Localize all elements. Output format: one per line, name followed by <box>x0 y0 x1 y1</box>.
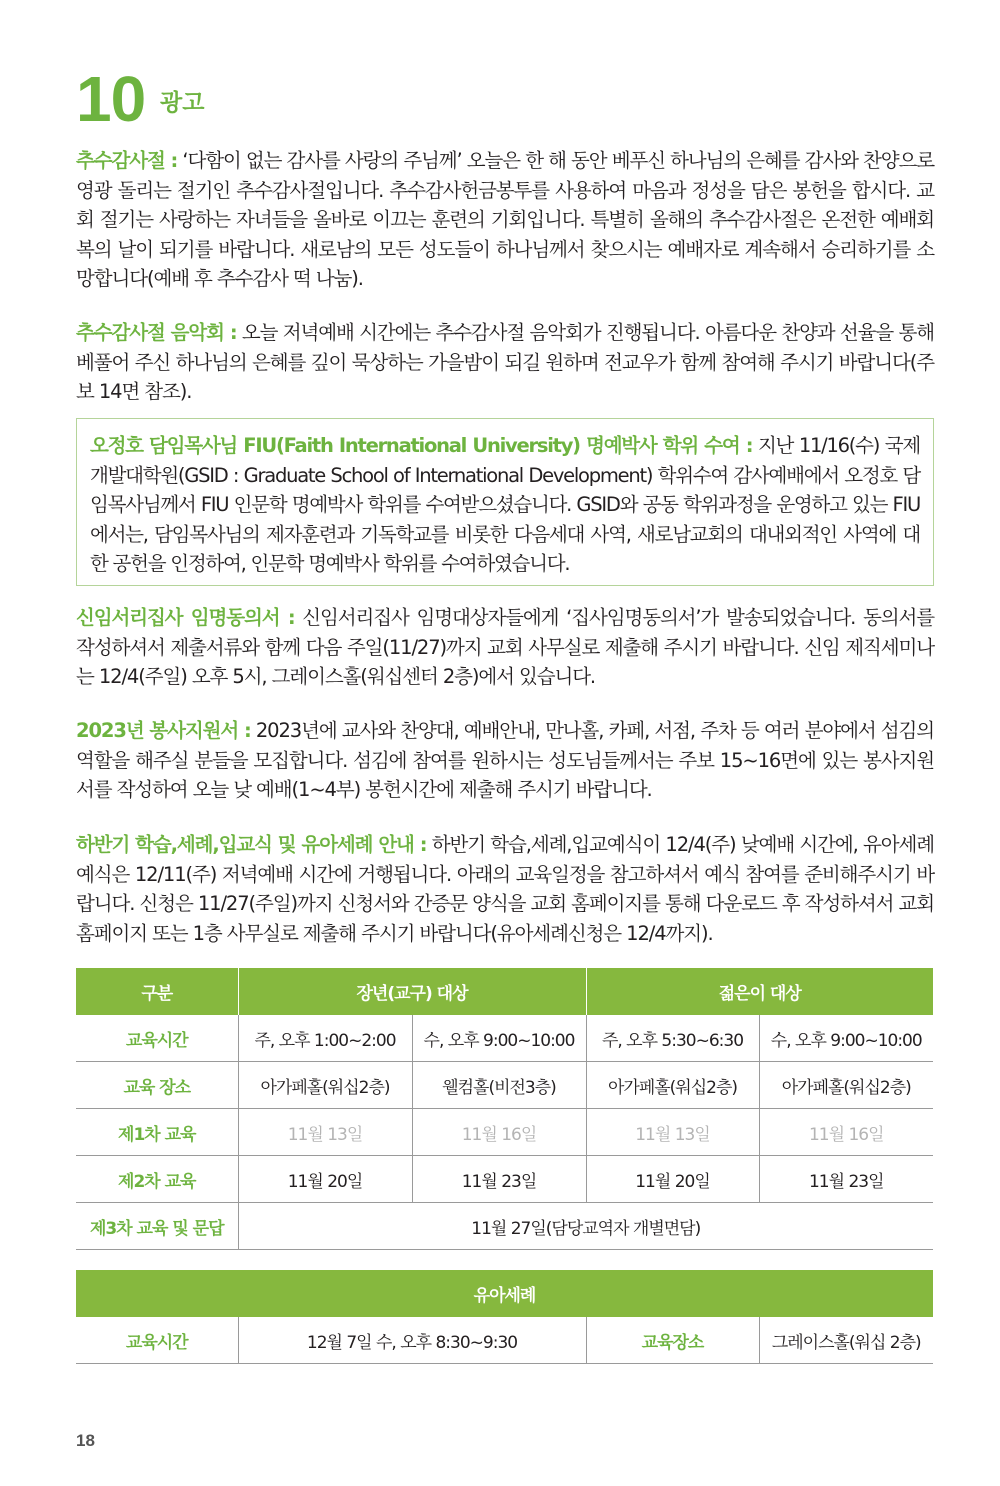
notice-title: 추수감사절 : <box>76 149 178 172</box>
table-cell: 수, 오후 9:00~10:00 <box>759 1015 933 1062</box>
header-adults: 장년(교구) 대상 <box>238 968 586 1015</box>
notice-body: 오늘 저녁예배 시간에는 추수감사절 음악회가 진행됩니다. 아름다운 찬양과 선율을 통해 베풀어 주신 하나님의 은혜를 깊이 묵상하는 가을밤이 되길 원하며 전교우가 함께 참여해 주시기 바랍니다(주보 14면 참조). <box>76 321 934 403</box>
table-cell: 11월 13일 <box>238 1109 412 1156</box>
table-row <box>76 1156 933 1203</box>
row-label: 교육시간 <box>76 1015 238 1062</box>
notice-body: 2023년에 교사와 찬양대, 예배안내, 만나홀, 카페, 서점, 주차 등 여러 분야에서 섬김의 역할을 해주실 분들을 모집합니다. 섬김에 참여를 원하시는 성도님들께서는 주보 15~16면에 있는 봉사지원서를 작성하여 오늘 낮 예배(1~4부) 봉헌시간에 제출해 주시기 바랍니다. <box>76 719 934 801</box>
header-young-adults: 젊은이 대상 <box>586 968 933 1015</box>
table-cell: 수, 오후 9:00~10:00 <box>412 1015 586 1062</box>
highlighted-notice-box <box>76 418 934 586</box>
table-cell: 11월 23일 <box>759 1156 933 1203</box>
row-label: 교육장소 <box>586 1317 759 1364</box>
notice-honorary-degree <box>90 431 920 579</box>
notice-body: 신임서리집사 임명대상자들에게 ‘집사임명동의서’가 발송되었습니다. 동의서를 작성하셔서 제출서류와 함께 다음 주일(11/27)까지 교회 사무실로 제출해 주시기 바랍니다. 신임 제직세미나는 12/4(주일) 오후 5시, 그레이스홀(워십센터 2층)에서 있습니다. <box>76 606 934 688</box>
table-cell: 11월 20일 <box>586 1156 759 1203</box>
table-cell: 12월 7일 수, 오후 8:30~9:30 <box>238 1317 586 1364</box>
row-label: 제2차 교육 <box>76 1156 238 1203</box>
education-schedule-table <box>76 968 933 1250</box>
table-cell: 주, 오후 5:30~6:30 <box>586 1015 759 1062</box>
notice-title: 추수감사절 음악회 : <box>76 321 237 344</box>
notice-baptism <box>76 830 934 948</box>
table-cell: 주, 오후 1:00~2:00 <box>238 1015 412 1062</box>
table-row <box>76 1317 933 1364</box>
table-header-row <box>76 968 933 1015</box>
section-title: 광고 <box>160 90 205 116</box>
table-cell: 11월 20일 <box>238 1156 412 1203</box>
notice-title: 신임서리집사 임명동의서 : <box>76 606 295 629</box>
table-row <box>76 1015 933 1062</box>
header-category: 구분 <box>76 968 238 1015</box>
section-number: 10 <box>76 63 146 135</box>
notice-title: 하반기 학습,세례,입교식 및 유아세례 안내 : <box>76 833 427 856</box>
notice-body: ‘다함이 없는 감사를 사랑의 주님께’ 오늘은 한 해 동안 베푸신 하나님의 은혜를 감사와 찬양으로 영광 돌리는 절기인 추수감사절입니다. 추수감사헌금봉투를 사용하여 마음과 정성을 담은 봉헌을 합시다. 교회 절기는 사랑하는 자녀들을 올바로 이끄는 훈련의 기회입니다. 특별히 올해의 추수감사절은 온전한 예배회복의 날이 되기를 바랍니다. 새로남의 모든 성도들이 하나님께서 찾으시는 예배자로 계속해서 승리하기를 소망합니다(예배 후 추수감사 떡 나눔). <box>76 149 934 290</box>
table-cell: 아가페홀(워십2층) <box>586 1062 759 1109</box>
table-header-row <box>76 1270 933 1317</box>
notice-deacon-consent <box>76 603 934 692</box>
table-cell: 11월 16일 <box>412 1109 586 1156</box>
notice-volunteer-application <box>76 716 934 805</box>
table-cell-merged: 11월 27일(담당교역자 개별면담) <box>238 1203 933 1250</box>
table-cell: 웰컴홀(비전3층) <box>412 1062 586 1109</box>
page-number: 18 <box>76 1431 95 1450</box>
notice-body: 지난 11/16(수) 국제개발대학원(GSID : Graduate School of International Development) 학위수여 감사예배에서 오정호 담임목사님께서 FIU 인문학 명예박사 학위를 수여받으셨습니다. GSID와 공동 학위과정을 운영하고 있는 FIU에서는, 담임목사님의 제자훈련과 기독학교를 비롯한 다음세대 사역, 새로남교회의 대내외적인 사역에 대한 공헌을 인정하여, 인문학 명예박사 학위를 수여하였습니다. <box>90 434 920 575</box>
table-cell: 11월 13일 <box>586 1109 759 1156</box>
table-row <box>76 1062 933 1109</box>
infant-baptism-table <box>76 1270 933 1364</box>
notice-concert <box>76 318 934 407</box>
table-cell: 아가페홀(워십2층) <box>238 1062 412 1109</box>
row-label: 제3차 교육 및 문답 <box>76 1203 238 1250</box>
table-row <box>76 1203 933 1250</box>
table-cell: 그레이스홀(워십 2층) <box>759 1317 933 1364</box>
notice-thanksgiving <box>76 146 934 294</box>
table-cell: 11월 16일 <box>759 1109 933 1156</box>
table-cell: 11월 23일 <box>412 1156 586 1203</box>
notice-title: 오정호 담임목사님 FIU(Faith International University) 명예박사 학위 수여 : <box>90 434 753 457</box>
table-row <box>76 1109 933 1156</box>
header-infant-baptism: 유아세례 <box>76 1270 933 1317</box>
notice-body: 하반기 학습,세례,입교예식이 12/4(주) 낮예배 시간에, 유아세례예식은 12/11(주) 저녁예배 시간에 거행됩니다. 아래의 교육일정을 참고하셔서 예식 참여를 준비해주시기 바랍니다. 신청은 11/27(주일)까지 신청서와 간증문 양식을 교회 홈페이지를 통해 다운로드 후 작성하셔서 교회 홈페이지 또는 1층 사무실로 제출해 주시기 바랍니다(유아세례신청은 12/4까지). <box>76 833 934 945</box>
row-label: 교육시간 <box>76 1317 238 1364</box>
notice-title: 2023년 봉사지원서 : <box>76 719 251 742</box>
row-label: 교육 장소 <box>76 1062 238 1109</box>
row-label: 제1차 교육 <box>76 1109 238 1156</box>
table-cell: 아가페홀(워십2층) <box>759 1062 933 1109</box>
